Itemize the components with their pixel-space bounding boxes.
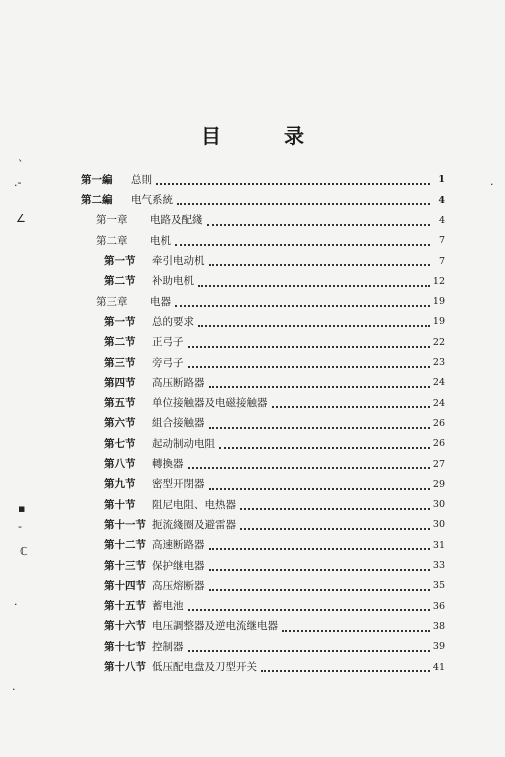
- toc-entry-page: 33: [432, 560, 445, 572]
- toc-entry: [0, 332, 505, 352]
- toc-entry: [0, 576, 505, 596]
- toc-entry: [0, 271, 505, 291]
- toc-entry-title: 单位接触器及电磁接触器: [152, 397, 268, 410]
- toc-entry-number: 第二节: [104, 275, 136, 288]
- toc-entry: [0, 414, 505, 434]
- dot-leader: [175, 234, 430, 246]
- margin-speck: ℂ: [20, 545, 28, 558]
- dot-leader: [209, 417, 431, 429]
- toc-entry: [0, 251, 505, 271]
- toc-entry-number: 第十七节: [104, 640, 146, 653]
- toc-entry-title: 扼流綫圈及避雷器: [152, 518, 236, 531]
- toc-entry-page: 12: [432, 275, 445, 287]
- toc-entry-number: 第十八节: [104, 661, 146, 674]
- toc-entry-number: 第七节: [104, 437, 136, 450]
- dot-leader: [209, 254, 431, 266]
- toc-entry-number: 第十六节: [104, 620, 146, 633]
- margin-speck: .-: [14, 176, 22, 189]
- toc-entry-title: 电气系統: [131, 194, 173, 207]
- toc-entry-page: 22: [432, 336, 445, 348]
- toc-entry-number: 第十五节: [104, 600, 146, 613]
- toc-entry-number: 第二节: [104, 336, 136, 349]
- toc-entry-number: 第四节: [104, 376, 136, 389]
- dot-leader: [209, 559, 431, 571]
- dot-leader: [240, 518, 430, 530]
- toc-entry-title: 牵引电动机: [152, 255, 205, 268]
- toc-entry-title: 电机: [150, 234, 171, 247]
- toc-entry-page: 19: [432, 316, 445, 328]
- dot-leader: [177, 193, 430, 205]
- dot-leader: [188, 356, 431, 368]
- toc-entry-page: 31: [432, 539, 445, 551]
- toc-entry-title: 补助电机: [152, 275, 194, 288]
- toc-entry-number: 第一节: [104, 255, 136, 268]
- toc-entry-page: 41: [432, 661, 445, 673]
- toc-entry-title: 高压断路器: [152, 376, 205, 389]
- toc-entry: [0, 434, 505, 454]
- margin-speck: ·: [14, 598, 18, 611]
- toc-entry: [0, 657, 505, 677]
- toc-entry-title: 保护继电器: [152, 559, 205, 572]
- toc-entry: [0, 312, 505, 332]
- dot-leader: [198, 315, 430, 327]
- toc-entry-number: 第二章: [96, 234, 128, 247]
- toc-entry-title: 控制器: [152, 640, 184, 653]
- toc-entry-number: 第一节: [104, 315, 136, 328]
- toc-entry-page: 30: [432, 499, 445, 511]
- toc-entry-number: 第十节: [104, 498, 136, 511]
- margin-speck: ˋ: [18, 158, 24, 171]
- toc-entry-page: 4: [438, 194, 445, 206]
- toc-entry: [0, 292, 505, 312]
- toc-entry-page: 23: [432, 357, 445, 369]
- toc-entry: [0, 495, 505, 515]
- toc-entry-number: 第一章: [96, 214, 128, 227]
- toc-entry-title: 电器: [150, 295, 171, 308]
- toc-entry-title: 电路及配綫: [150, 214, 203, 227]
- dot-leader: [209, 579, 431, 591]
- dot-leader: [261, 660, 430, 672]
- dot-leader: [209, 538, 431, 550]
- toc-entry: [0, 454, 505, 474]
- toc-entry: [0, 515, 505, 535]
- margin-speck: ∠: [16, 212, 26, 225]
- toc-entry-number: 第十三节: [104, 559, 146, 572]
- dot-leader: [156, 173, 430, 185]
- toc-entry: [0, 231, 505, 251]
- toc-entry-page: 19: [432, 296, 445, 308]
- dot-leader: [188, 457, 431, 469]
- margin-speck: ▪: [18, 502, 26, 515]
- toc-entry: [0, 617, 505, 637]
- toc-entry: [0, 353, 505, 373]
- toc-entry-page: 24: [432, 397, 445, 409]
- dot-leader: [188, 336, 431, 348]
- toc-entry-page: 7: [438, 255, 445, 267]
- toc-entry-page: 1: [438, 174, 445, 186]
- toc-entry: [0, 170, 505, 190]
- dot-leader: [207, 214, 431, 226]
- margin-speck: ·: [12, 683, 16, 696]
- toc-entry-page: 24: [432, 377, 445, 389]
- toc-entry-page: 36: [432, 600, 445, 612]
- toc-entry-number: 第五节: [104, 397, 136, 410]
- toc-entry-title: 电压調整器及逆电流继电器: [152, 620, 278, 633]
- table-of-contents: [0, 170, 505, 677]
- toc-entry-title: 轉換器: [152, 458, 184, 471]
- toc-entry: [0, 637, 505, 657]
- toc-entry-page: 26: [432, 438, 445, 450]
- toc-entry: [0, 535, 505, 555]
- dot-leader: [209, 376, 431, 388]
- margin-speck: -: [18, 520, 22, 533]
- toc-entry-page: 4: [438, 214, 445, 226]
- toc-entry-title: 高压熔断器: [152, 579, 205, 592]
- dot-leader: [209, 478, 431, 490]
- dot-leader: [188, 599, 431, 611]
- toc-entry: [0, 393, 505, 413]
- dot-leader: [188, 640, 431, 652]
- dot-leader: [272, 396, 431, 408]
- toc-entry: [0, 556, 505, 576]
- toc-entry-page: 38: [432, 620, 445, 632]
- toc-entry: [0, 474, 505, 494]
- toc-entry-title: 总則: [131, 173, 152, 186]
- dot-leader: [198, 275, 430, 287]
- dot-leader: [240, 498, 430, 510]
- toc-entry: [0, 373, 505, 393]
- toc-entry-number: 第十二节: [104, 539, 146, 552]
- toc-entry-page: 35: [432, 580, 445, 592]
- toc-entry-page: 26: [432, 417, 445, 429]
- dot-leader: [175, 295, 430, 307]
- toc-entry-number: 第九节: [104, 478, 136, 491]
- toc-entry-title: 低压配电盘及刀型开关: [152, 661, 257, 674]
- toc-entry-title: 总的要求: [152, 315, 194, 328]
- toc-entry-number: 第一編: [81, 173, 113, 186]
- toc-entry-number: 第六节: [104, 417, 136, 430]
- toc-entry-page: 7: [438, 235, 445, 247]
- toc-entry-number: 第二編: [81, 194, 113, 207]
- toc-entry: [0, 211, 505, 231]
- toc-entry-number: 第三章: [96, 295, 128, 308]
- toc-entry-page: 27: [432, 458, 445, 470]
- toc-entry-page: 30: [432, 519, 445, 531]
- toc-entry-title: 正弓子: [152, 336, 184, 349]
- toc-entry-page: 29: [432, 478, 445, 490]
- toc-entry-title: 密型开閉器: [152, 478, 205, 491]
- margin-speck: ·: [490, 178, 494, 191]
- toc-entry-number: 第三节: [104, 356, 136, 369]
- toc-entry-title: 高速断路器: [152, 539, 205, 552]
- toc-entry-number: 第十一节: [104, 518, 146, 531]
- toc-entry-title: 組合接触器: [152, 417, 205, 430]
- toc-entry-title: 起动制动电阻: [152, 437, 215, 450]
- toc-entry: [0, 596, 505, 616]
- page-title: 目 录: [201, 124, 332, 148]
- toc-entry: [0, 190, 505, 210]
- toc-entry-title: 旁弓子: [152, 356, 184, 369]
- toc-entry-title: 蓄电池: [152, 600, 184, 613]
- toc-entry-number: 第八节: [104, 458, 136, 471]
- dot-leader: [282, 620, 430, 632]
- toc-entry-page: 39: [432, 641, 445, 653]
- toc-entry-title: 阻尼电阻、电热器: [152, 498, 236, 511]
- dot-leader: [219, 437, 430, 449]
- toc-entry-number: 第十四节: [104, 579, 146, 592]
